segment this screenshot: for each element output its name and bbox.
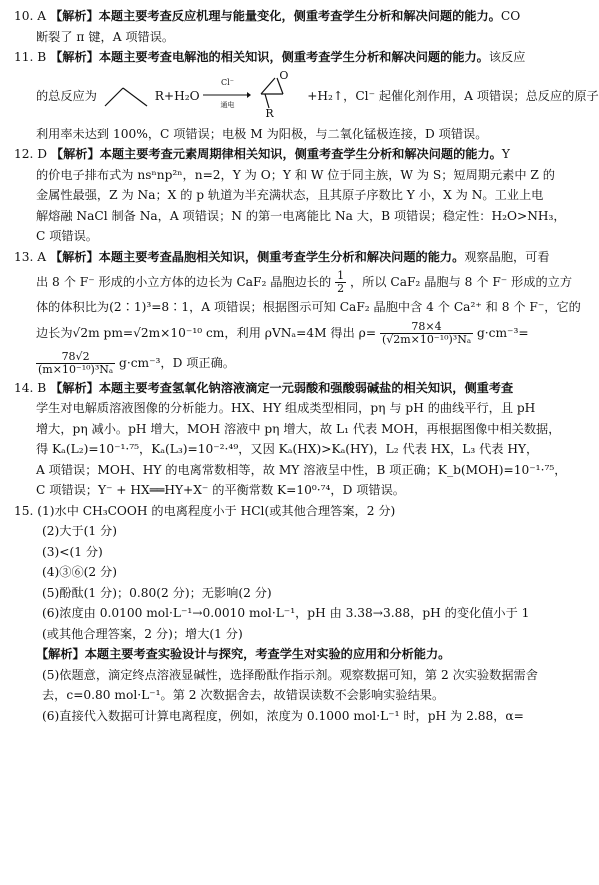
q12-line-4: 解熔融 NaCl 制备 Na，A 项错误；N 的第一电离能比 Na 大，B 项错误；稳定性：H₂O>NH₃， — [36, 208, 566, 223]
q11-rxn-after: +H₂↑，Cl⁻ 起催化剂作用，A 项错误；总反应的原子 — [307, 88, 599, 103]
q14-line-2: 学生对电解质溶液图像的分析能力。HX、HY 组成类型相同，pη 与 pH 的曲线平行，且 pH — [36, 401, 536, 415]
q12-line-1: 12. D 【解析】本题主要考查元素周期律相关知识，侧重考查学生分析和解决问题的能力。Y — [14, 147, 510, 161]
fraction-half — [335, 270, 346, 295]
q12-line-3: 金属性最强，Z 为 Na；X 的 p 轨道为半充满状态，且其原子序数比 Y 小，X 为 N。工业上电 — [36, 188, 544, 202]
density-numerator: 78×4 — [380, 321, 473, 334]
q14-line-3: 增大，pη 减小。pH 增大，MOH 溶液中 pη 增大，故 L₁ 代表 MOH，再根据图像中相关数据， — [36, 421, 561, 436]
q13-line-4a: 边长为√2m pm=√2m×10⁻¹⁰ cm，利用 ρVNₐ=4M 得出 ρ= — [36, 325, 377, 340]
q15-line-10: 去，c=0.80 mol·L⁻¹。第 2 次数据舍去，故错误读数不会影响实验结果。 — [42, 688, 445, 702]
q14-line-5: A 项错误；MOH、HY 的电离常数相等，故 MY 溶液呈中性，B 项正确；K_b(MOH)=10⁻¹·⁷⁵， — [36, 462, 567, 477]
q11-line-1: 11. B 【解析】本题主要考查电解池的相关知识，侧重考查学生分析和解决问题的能力。该反应 — [14, 50, 526, 64]
analysis-lead: 【解析】本题主要考查反应机理与能量变化，侧重考查学生分析和解决问题的能力。 — [49, 9, 501, 23]
alkene-structure — [101, 76, 151, 116]
q10-line-1: 10. A 【解析】本题主要考查反应机理与能量变化，侧重考查学生分析和解决问题的能力。CO — [14, 9, 521, 23]
q10-line-2: 断裂了 π 键，A 项错误。 — [36, 29, 175, 44]
analysis-lead: 【解析】本题主要考查元素周期律相关知识，侧重考查学生分析和解决问题的能力。 — [50, 147, 502, 161]
epoxide-r-label: R — [265, 107, 274, 120]
arrow-condition-top: Cl⁻ — [221, 78, 234, 87]
q13-line-5 — [14, 348, 554, 378]
q15-line-1: 15. (1)水中 CH₃COOH 的电离程度小于 HCl(或其他合理答案，2 分) — [14, 503, 396, 518]
q15-line-7: (或其他合理答案，2 分)；增大(1 分) — [42, 626, 243, 641]
analysis-lead: 【解析】本题主要考查氢氧化钠溶液滴定一元弱酸和强酸弱碱盐的相关知识，侧重考查 — [50, 380, 514, 395]
q13-line-2a: 出 8 个 F⁻ 形成的小立方体的边长为 CaF₂ 晶胞边长的 — [36, 275, 332, 289]
q13-line-4 — [14, 318, 554, 348]
fraction-numerator: 1 — [337, 269, 345, 282]
q14-line-6: C 项错误；Y⁻ + HX══HY+X⁻ 的平衡常数 K=10⁰·⁷⁴，D 项错误。 — [36, 483, 405, 497]
q15-line-4: (4)③⑥(2 分) — [42, 565, 117, 579]
q11-rxn-prefix: 的总反应为 — [36, 88, 97, 103]
q15-line-6: (6)浓度由 0.0100 mol·L⁻¹→0.0010 mol·L⁻¹，pH 由 3.38→3.88，pH 的变化值小于 1 — [42, 606, 530, 620]
analysis-lead: 【解析】本题主要考查电解池的相关知识，侧重考查学生分析和解决问题的能力。 — [50, 50, 489, 64]
fraction-denominator: 2 — [337, 282, 345, 295]
q11-line-3: 利用率未达到 100%，C 项错误；电极 M 为阳极，与二氧化锰极连接，D 项错误。 — [36, 126, 488, 141]
density-fraction — [380, 321, 473, 346]
q13-line-5b: g·cm⁻³，D 项正确。 — [119, 355, 235, 370]
density-denominator: (√2m×10⁻¹⁰)³Nₐ — [381, 332, 472, 346]
q15-line-3: (3)<(1 分) — [42, 544, 103, 559]
q13-line-2 — [14, 267, 573, 297]
result-denominator: (m×10⁻¹⁰)³Nₐ — [38, 362, 114, 376]
q13-line-4b: g·cm⁻³= — [476, 325, 529, 340]
q12-line-2: 的价电子排布式为 nsⁿnp²ⁿ，n=2，Y 为 O；Y 和 W 位于同主族，W 为 S；短周期元素中 Z 的 — [36, 167, 555, 182]
q14-line-4: 得 Kₐ(L₂)=10⁻¹·⁷⁵，Kₐ(L₃)=10⁻²·⁴⁹，又因 Kₐ(HX)>Kₐ(HY)，L₂ 代表 HX，L₃ 代表 HY， — [36, 442, 539, 456]
result-numerator: 78√2 — [36, 351, 115, 364]
density-result-fraction — [36, 351, 115, 376]
q15-line-9: (5)依题意，滴定终点溶液显碱性，选择酚酞作指示剂。观察数据可知，第 2 次实验数据需舍 — [42, 667, 538, 682]
analysis-lead: 【解析】本题主要考查晶胞相关知识，侧重考查学生分析和解决问题的能力。 — [49, 249, 465, 264]
epoxide-o-label: O — [279, 69, 289, 82]
arrow-condition-bottom: 通电 — [220, 101, 235, 109]
q15-line-5: (5)酚酞(1 分)；0.80(2 分)；无影响(2 分) — [42, 585, 272, 600]
q14-line-1: 14. B 【解析】本题主要考查氢氧化钠溶液滴定一元弱酸和强酸弱碱盐的相关知识，侧重考查 — [14, 380, 514, 395]
q13-line-3: 体的体积比为(2∶1)³=8∶1，A 项错误；根据图示可知 CaF₂ 晶胞中含 4 个 Ca²⁺ 和 8 个 F⁻，它的 — [36, 300, 581, 314]
q15-analysis-heading — [14, 644, 554, 665]
q11-reaction-line — [14, 68, 599, 124]
analysis-lead: 【解析】本题主要考查实验设计与探究，考查学生对实验的应用和分析能力。 — [36, 647, 451, 661]
q13-line-2b: ，所以 CaF₂ 晶胞与 8 个 F⁻ 形成的立方 — [349, 275, 573, 289]
q15-line-2: (2)大于(1 分) — [42, 524, 117, 538]
q15-line-11: (6)直接代入数据可计算电离程度，例如，浓度为 0.1000 mol·L⁻¹ 时，pH 为 2.88，α= — [42, 708, 524, 723]
epoxide-structure — [255, 70, 303, 122]
q12-line-5: C 项错误。 — [36, 229, 98, 243]
reaction-arrow — [203, 76, 251, 116]
q13-line-1: 13. A 【解析】本题主要考查晶胞相关知识，侧重考查学生分析和解决问题的能力。观察晶胞，可看 — [14, 249, 550, 264]
q11-rxn-reactant: R+H₂O — [154, 88, 200, 103]
